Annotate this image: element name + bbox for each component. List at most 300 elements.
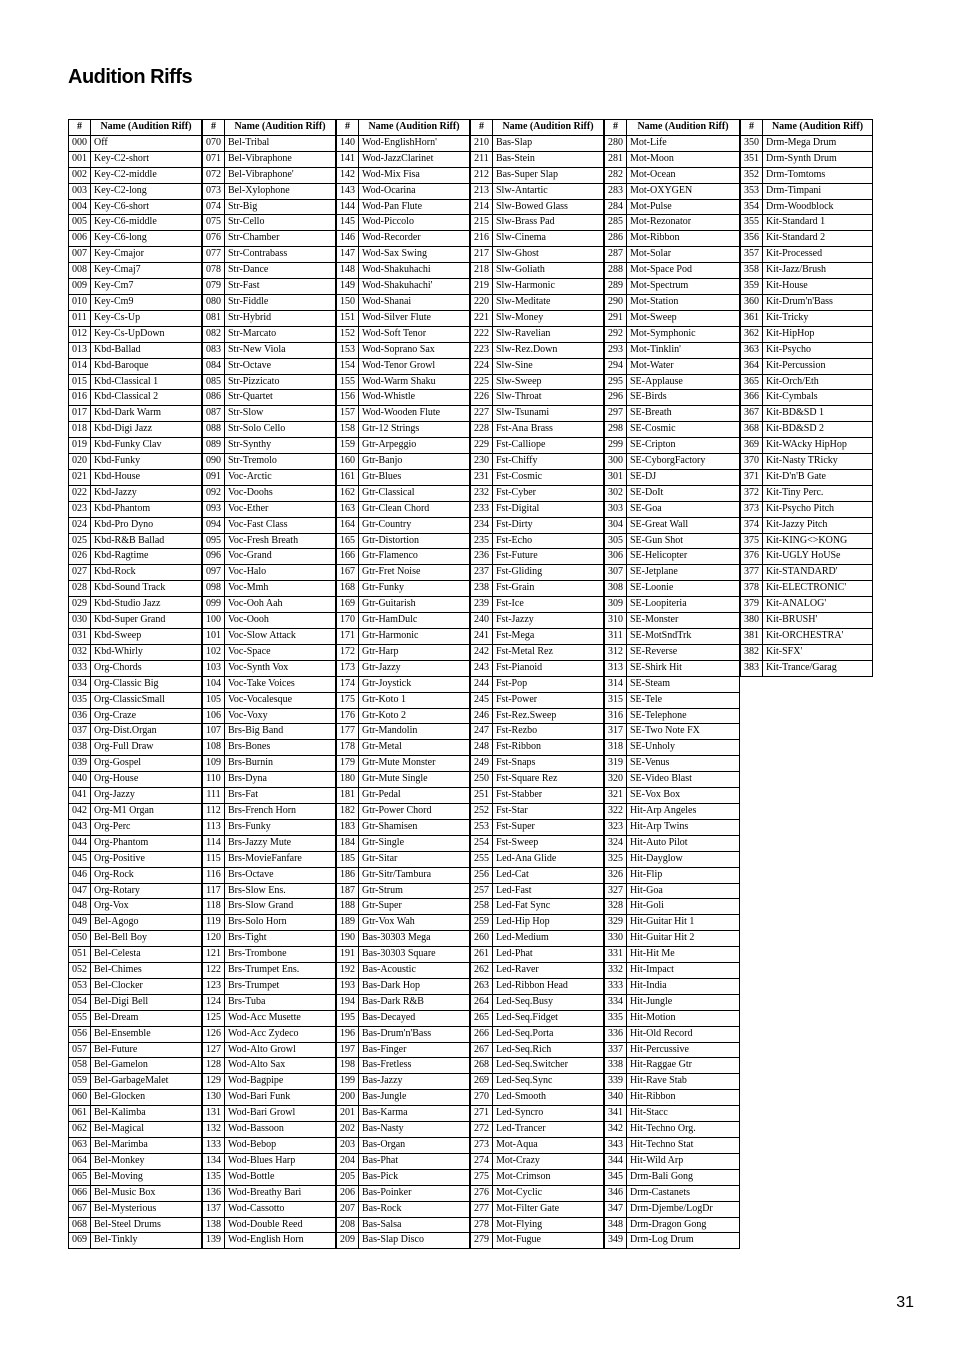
table-row — [203, 947, 336, 963]
table-row — [605, 819, 740, 835]
riff-number: 139 — [203, 1233, 225, 1249]
table-row — [605, 740, 740, 756]
riff-name: Kit-Nasty TRicky — [763, 454, 873, 470]
table-row — [69, 851, 202, 867]
riff-number: 067 — [69, 1201, 91, 1217]
riff-name: Gtr-Metal — [359, 740, 470, 756]
riff-name: Drm-Woodblock — [763, 199, 873, 215]
riff-name: Gtr-Country — [359, 517, 470, 533]
riff-name: Brs-Bones — [225, 740, 336, 756]
table-row — [337, 803, 470, 819]
riff-number: 006 — [69, 231, 91, 247]
table-row — [471, 485, 604, 501]
riff-name: Bel-Magical — [91, 1122, 202, 1138]
riff-name: Hit-Raggae Gtr — [627, 1058, 740, 1074]
table-row — [605, 1138, 740, 1154]
riff-number: 203 — [337, 1138, 359, 1154]
riff-name: Led-Seq.Porta — [493, 1026, 604, 1042]
riff-number: 004 — [69, 199, 91, 215]
riff-name: Wod-Bassoon — [225, 1122, 336, 1138]
riff-number: 333 — [605, 978, 627, 994]
table-row — [337, 1058, 470, 1074]
riff-number: 064 — [69, 1153, 91, 1169]
riff-name: Gtr-Blues — [359, 469, 470, 485]
riff-number: 372 — [741, 485, 763, 501]
table-row — [69, 883, 202, 899]
riff-name: Kit-ANALOG' — [763, 597, 873, 613]
riff-name: Led-Hip Hop — [493, 915, 604, 931]
riff-name: Kit-UGLY HoUSe — [763, 549, 873, 565]
riff-name: Str-Quartet — [225, 390, 336, 406]
table-row — [337, 692, 470, 708]
riff-name: Mot-Symphonic — [627, 326, 740, 342]
riff-number: 197 — [337, 1042, 359, 1058]
riff-name: Wod-Mix Fisa — [359, 167, 470, 183]
table-row — [337, 1090, 470, 1106]
riff-name: Gtr-Guitarish — [359, 597, 470, 613]
riff-number: 236 — [471, 549, 493, 565]
table-row — [337, 597, 470, 613]
table-row — [471, 994, 604, 1010]
table-row — [337, 676, 470, 692]
table-row — [69, 215, 202, 231]
table-row — [337, 279, 470, 295]
riff-number: 164 — [337, 517, 359, 533]
table-row — [471, 1201, 604, 1217]
riff-number: 347 — [605, 1201, 627, 1217]
riff-number: 147 — [337, 247, 359, 263]
riff-name: Wod-Double Reed — [225, 1217, 336, 1233]
riff-name: Slw-Goliath — [493, 263, 604, 279]
riff-number: 275 — [471, 1169, 493, 1185]
table-row — [741, 454, 873, 470]
table-header-row — [69, 120, 202, 136]
table-row — [605, 294, 740, 310]
riff-name: Hit-Jungle — [627, 994, 740, 1010]
table-row — [471, 183, 604, 199]
riff-name: Fst-Digital — [493, 501, 604, 517]
table-row — [741, 469, 873, 485]
riff-name: Led-Seq.Switcher — [493, 1058, 604, 1074]
table-row — [69, 279, 202, 295]
table-row — [69, 931, 202, 947]
riff-name: Bas-Rock — [359, 1201, 470, 1217]
riff-number: 301 — [605, 469, 627, 485]
table-row — [69, 1042, 202, 1058]
table-row — [69, 358, 202, 374]
riff-name: Fst-Square Rez — [493, 772, 604, 788]
riff-name: Brs-Dyna — [225, 772, 336, 788]
riff-number: 056 — [69, 1026, 91, 1042]
table-row — [337, 1233, 470, 1249]
riff-name: Brs-Fat — [225, 788, 336, 804]
riff-number: 369 — [741, 438, 763, 454]
riff-name: SE-Gun Shot — [627, 533, 740, 549]
riff-name: Off — [91, 135, 202, 151]
table-row — [69, 549, 202, 565]
riff-name: Str-Octave — [225, 358, 336, 374]
table-row — [337, 199, 470, 215]
table-row — [337, 1185, 470, 1201]
table-row — [69, 708, 202, 724]
riff-name: Bas-Jungle — [359, 1090, 470, 1106]
table-row — [605, 1026, 740, 1042]
riff-number: 141 — [337, 151, 359, 167]
riff-name: Led-Phat — [493, 947, 604, 963]
riff-name: Slw-Money — [493, 310, 604, 326]
table-row — [69, 947, 202, 963]
riff-name: Kbd-Digi Jazz — [91, 422, 202, 438]
riff-name: Bas-Poinker — [359, 1185, 470, 1201]
riff-number: 330 — [605, 931, 627, 947]
table-row — [471, 533, 604, 549]
riff-number: 002 — [69, 167, 91, 183]
table-row — [471, 438, 604, 454]
table-row — [69, 422, 202, 438]
riff-name: Bel-Celesta — [91, 947, 202, 963]
page-title: Audition Riffs — [68, 66, 193, 88]
table-row — [69, 454, 202, 470]
riff-name: Brs-Burnin — [225, 756, 336, 772]
riff-number: 202 — [337, 1122, 359, 1138]
riff-name: Hit-Dayglow — [627, 851, 740, 867]
riff-number: 070 — [203, 135, 225, 151]
name-column-header: Name (Audition Riff) — [763, 120, 873, 136]
riff-number: 031 — [69, 629, 91, 645]
riff-name: Org-M1 Organ — [91, 803, 202, 819]
riff-number: 185 — [337, 851, 359, 867]
riff-name: Kbd-Studio Jazz — [91, 597, 202, 613]
riff-name: Bel-Future — [91, 1042, 202, 1058]
riff-name: Kit-Percussion — [763, 358, 873, 374]
table-row — [605, 1233, 740, 1249]
table-row — [69, 581, 202, 597]
table-row — [203, 135, 336, 151]
riff-name: Wod-Recorder — [359, 231, 470, 247]
riff-number: 337 — [605, 1042, 627, 1058]
riff-name: Brs-Octave — [225, 867, 336, 883]
riff-number: 104 — [203, 676, 225, 692]
table-row — [69, 867, 202, 883]
riff-number: 287 — [605, 247, 627, 263]
riff-name: Hit-Old Record — [627, 1026, 740, 1042]
table-row — [337, 406, 470, 422]
table-row — [605, 390, 740, 406]
riff-number: 227 — [471, 406, 493, 422]
table-row — [605, 708, 740, 724]
riff-name: Kbd-Sweep — [91, 629, 202, 645]
table-row — [605, 183, 740, 199]
riff-name: Bel-Chimes — [91, 963, 202, 979]
riff-name: Gtr-12 Strings — [359, 422, 470, 438]
riff-number: 182 — [337, 803, 359, 819]
table-row — [471, 629, 604, 645]
riff-number: 271 — [471, 1106, 493, 1122]
riff-name: Mot-Space Pod — [627, 263, 740, 279]
table-row — [605, 1010, 740, 1026]
table-row — [337, 788, 470, 804]
table-row — [337, 310, 470, 326]
riff-name: Hit-Rave Stab — [627, 1074, 740, 1090]
riff-name: Key-C6-long — [91, 231, 202, 247]
table-row — [203, 279, 336, 295]
table-row — [69, 1074, 202, 1090]
riff-number: 322 — [605, 803, 627, 819]
table-row — [741, 613, 873, 629]
table-row — [605, 676, 740, 692]
riff-number: 050 — [69, 931, 91, 947]
riff-name: Voc-Take Voices — [225, 676, 336, 692]
table-row — [605, 1169, 740, 1185]
riff-name: Bel-GarbageMalet — [91, 1074, 202, 1090]
riff-number: 144 — [337, 199, 359, 215]
table-row — [741, 199, 873, 215]
table-row — [337, 947, 470, 963]
riff-number: 041 — [69, 788, 91, 804]
riff-name: Bel-Agogo — [91, 915, 202, 931]
riff-name: SE-DJ — [627, 469, 740, 485]
riff-number: 171 — [337, 629, 359, 645]
table-row — [203, 803, 336, 819]
riff-name: Bel-Digi Bell — [91, 994, 202, 1010]
table-row — [69, 438, 202, 454]
table-row — [69, 597, 202, 613]
riff-number: 200 — [337, 1090, 359, 1106]
riff-number: 305 — [605, 533, 627, 549]
table-row — [471, 851, 604, 867]
table-row — [69, 485, 202, 501]
riff-name: Wod-Alto Growl — [225, 1042, 336, 1058]
riff-number: 296 — [605, 390, 627, 406]
riff-name: Wod-Whistle — [359, 390, 470, 406]
riff-number: 071 — [203, 151, 225, 167]
riff-number: 255 — [471, 851, 493, 867]
riff-name: Fst-Gliding — [493, 565, 604, 581]
riff-number: 085 — [203, 374, 225, 390]
riff-number: 003 — [69, 183, 91, 199]
table-row — [69, 1090, 202, 1106]
riff-number: 124 — [203, 994, 225, 1010]
riff-number: 334 — [605, 994, 627, 1010]
riff-name: Key-Cmajor — [91, 247, 202, 263]
table-row — [203, 1217, 336, 1233]
table-row — [471, 1233, 604, 1249]
riff-number: 062 — [69, 1122, 91, 1138]
table-row — [337, 151, 470, 167]
table-row — [203, 183, 336, 199]
riff-number: 298 — [605, 422, 627, 438]
riff-number: 379 — [741, 597, 763, 613]
table-row — [69, 613, 202, 629]
table-row — [605, 279, 740, 295]
riff-number: 303 — [605, 501, 627, 517]
riff-name: Hit-Hit Me — [627, 947, 740, 963]
riff-name: Slw-Ghost — [493, 247, 604, 263]
riff-name: Led-Smooth — [493, 1090, 604, 1106]
riff-number: 098 — [203, 581, 225, 597]
riff-name: Str-Solo Cello — [225, 422, 336, 438]
riff-name: Kit-Tricky — [763, 310, 873, 326]
table-row — [203, 867, 336, 883]
riff-name: Fst-Sweep — [493, 835, 604, 851]
table-row — [471, 867, 604, 883]
table-row — [203, 485, 336, 501]
table-row — [471, 660, 604, 676]
riff-name: Key-Cm9 — [91, 294, 202, 310]
riff-number: 013 — [69, 342, 91, 358]
table-row — [203, 263, 336, 279]
riff-number: 335 — [605, 1010, 627, 1026]
riff-name: Voc-Doohs — [225, 485, 336, 501]
table-row — [337, 469, 470, 485]
riff-name: Fst-Mega — [493, 629, 604, 645]
riff-number: 252 — [471, 803, 493, 819]
table-row — [605, 1153, 740, 1169]
riff-number: 157 — [337, 406, 359, 422]
table-row — [741, 581, 873, 597]
riff-name: Drm-Bali Gong — [627, 1169, 740, 1185]
riff-name: Fst-Jazzy — [493, 613, 604, 629]
table-row — [471, 644, 604, 660]
table-row — [203, 851, 336, 867]
table-row — [471, 390, 604, 406]
riff-number: 239 — [471, 597, 493, 613]
riff-name: Voc-Ether — [225, 501, 336, 517]
table-row — [471, 772, 604, 788]
table-row — [605, 883, 740, 899]
riff-name: Kbd-R&B Ballad — [91, 533, 202, 549]
table-row — [203, 1169, 336, 1185]
table-row — [203, 597, 336, 613]
riff-number: 099 — [203, 597, 225, 613]
audition-riffs-table — [68, 119, 886, 1251]
riff-name: Wod-Tenor Growl — [359, 358, 470, 374]
riff-number: 249 — [471, 756, 493, 772]
table-row — [471, 978, 604, 994]
riff-number: 033 — [69, 660, 91, 676]
table-row — [741, 597, 873, 613]
riff-name: Bas-Dark Hop — [359, 978, 470, 994]
riff-number: 205 — [337, 1169, 359, 1185]
riff-name: Voc-Grand — [225, 549, 336, 565]
table-row — [337, 835, 470, 851]
riff-name: SE-DoIt — [627, 485, 740, 501]
riff-number: 123 — [203, 978, 225, 994]
table-row — [605, 310, 740, 326]
riff-name: SE-Breath — [627, 406, 740, 422]
riff-number: 331 — [605, 947, 627, 963]
riff-name: Str-Tremolo — [225, 454, 336, 470]
riff-name: Slw-Brass Pad — [493, 215, 604, 231]
riff-number: 284 — [605, 199, 627, 215]
table-row — [741, 151, 873, 167]
riff-name: Fst-Star — [493, 803, 604, 819]
riff-name: Led-Seq.Sync — [493, 1074, 604, 1090]
riff-number: 110 — [203, 772, 225, 788]
table-row — [203, 151, 336, 167]
riff-number: 215 — [471, 215, 493, 231]
table-row — [203, 1122, 336, 1138]
riff-number: 320 — [605, 772, 627, 788]
riff-name: Fst-Stabber — [493, 788, 604, 804]
riff-number: 083 — [203, 342, 225, 358]
riff-number: 018 — [69, 422, 91, 438]
riff-number: 371 — [741, 469, 763, 485]
riff-name: Kit-ELECTRONIC' — [763, 581, 873, 597]
riff-name: Bel-Vibraphone — [225, 151, 336, 167]
riff-name: Bas-Pick — [359, 1169, 470, 1185]
riff-number: 086 — [203, 390, 225, 406]
riff-number: 179 — [337, 756, 359, 772]
table-row — [69, 644, 202, 660]
riff-name: Gtr-Classical — [359, 485, 470, 501]
riff-name: Mot-Aqua — [493, 1138, 604, 1154]
riff-number: 184 — [337, 835, 359, 851]
table-row — [337, 533, 470, 549]
table-row — [471, 899, 604, 915]
riff-name: Str-Fast — [225, 279, 336, 295]
table-row — [471, 1122, 604, 1138]
riff-name: Wod-Warm Shaku — [359, 374, 470, 390]
riff-name: SE-Reverse — [627, 644, 740, 660]
riff-name: Gtr-Flamenco — [359, 549, 470, 565]
table-row — [741, 279, 873, 295]
riff-name: SE-Shirk Hit — [627, 660, 740, 676]
riff-name: Wod-Sax Swing — [359, 247, 470, 263]
riff-name: Voc-Space — [225, 644, 336, 660]
riff-number: 231 — [471, 469, 493, 485]
riff-number: 152 — [337, 326, 359, 342]
riff-name: Kit-KING<>KONG — [763, 533, 873, 549]
riff-name: Wod-Acc Musette — [225, 1010, 336, 1026]
riff-name: Kit-Standard 1 — [763, 215, 873, 231]
table-row — [337, 1217, 470, 1233]
table-row — [69, 676, 202, 692]
riff-name: Kbd-Classical 1 — [91, 374, 202, 390]
riff-number: 225 — [471, 374, 493, 390]
table-row — [741, 183, 873, 199]
riff-name: Brs-Tight — [225, 931, 336, 947]
riff-name: Brs-French Horn — [225, 803, 336, 819]
table-row — [203, 1010, 336, 1026]
riff-number: 023 — [69, 501, 91, 517]
riff-number: 211 — [471, 151, 493, 167]
riff-name: Wod-Breathy Bari — [225, 1185, 336, 1201]
table-row — [69, 469, 202, 485]
table-row — [69, 1122, 202, 1138]
table-row — [337, 438, 470, 454]
riff-number: 089 — [203, 438, 225, 454]
riff-name: SE-MotSndTrk — [627, 629, 740, 645]
table-row — [741, 215, 873, 231]
riff-number: 109 — [203, 756, 225, 772]
riff-number: 140 — [337, 135, 359, 151]
riff-name: Fst-Grain — [493, 581, 604, 597]
riff-name: Gtr-Sitr/Tambura — [359, 867, 470, 883]
riff-number: 111 — [203, 788, 225, 804]
table-row — [605, 963, 740, 979]
riff-number: 035 — [69, 692, 91, 708]
table-row — [337, 231, 470, 247]
riff-name: Drm-Mega Drum — [763, 135, 873, 151]
riff-number: 208 — [337, 1217, 359, 1233]
riff-number: 336 — [605, 1026, 627, 1042]
riff-name: Mot-Cyclic — [493, 1185, 604, 1201]
riff-name: Wod-Ocarina — [359, 183, 470, 199]
table-row — [203, 342, 336, 358]
riff-name: Key-C2-short — [91, 151, 202, 167]
table-row — [69, 1026, 202, 1042]
